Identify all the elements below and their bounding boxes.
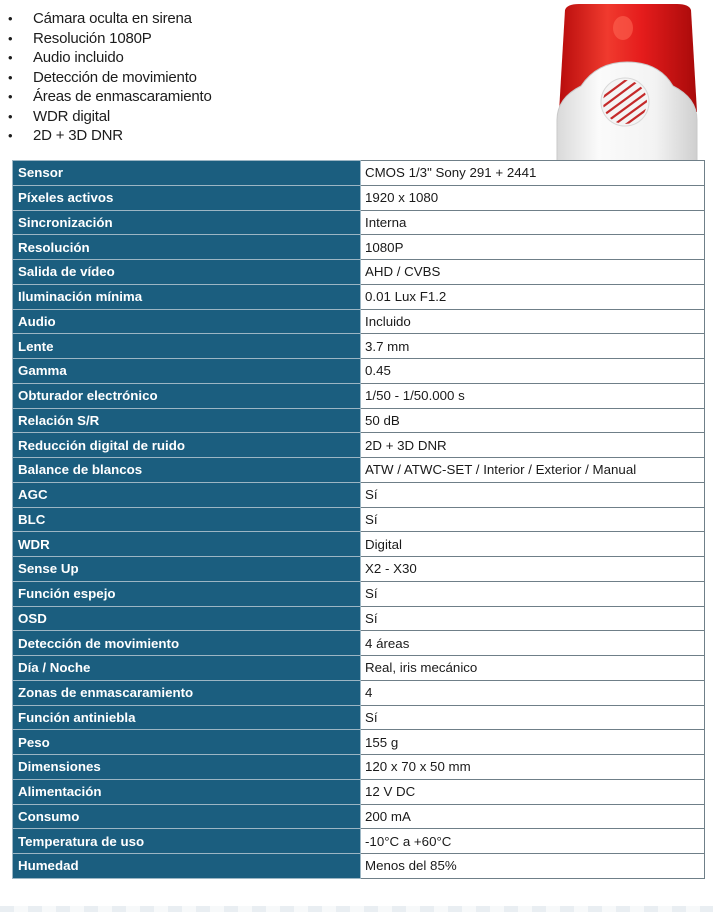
spec-row — [13, 408, 705, 433]
spec-label: Sense Up — [13, 557, 361, 582]
spec-label: OSD — [13, 606, 361, 631]
spec-row — [13, 779, 705, 804]
spec-row — [13, 235, 705, 260]
spec-value: Real, iris mecánico — [361, 656, 705, 681]
spec-label: Humedad — [13, 854, 361, 879]
spec-row — [13, 359, 705, 384]
feature-item: • Cámara oculta en sirena — [8, 9, 528, 29]
spec-value: AHD / CVBS — [361, 260, 705, 285]
spec-value: 0.01 Lux F1.2 — [361, 284, 705, 309]
spec-row — [13, 755, 705, 780]
spec-value: Incluido — [361, 309, 705, 334]
spec-row — [13, 606, 705, 631]
spec-row — [13, 309, 705, 334]
spec-value: X2 - X30 — [361, 557, 705, 582]
spec-value: 50 dB — [361, 408, 705, 433]
spec-row — [13, 210, 705, 235]
spec-value: 1080P — [361, 235, 705, 260]
spec-row — [13, 804, 705, 829]
spec-label: Salida de vídeo — [13, 260, 361, 285]
spec-value: Interna — [361, 210, 705, 235]
spec-value: 120 x 70 x 50 mm — [361, 755, 705, 780]
spec-value: Sí — [361, 581, 705, 606]
spec-label: Función antiniebla — [13, 705, 361, 730]
specifications-table — [12, 160, 705, 879]
spec-label: Día / Noche — [13, 656, 361, 681]
spec-row — [13, 680, 705, 705]
feature-item: • Detección de movimiento — [8, 68, 528, 88]
spec-value: Digital — [361, 532, 705, 557]
page-edge — [0, 906, 713, 912]
spec-label: Balance de blancos — [13, 458, 361, 483]
spec-label: Obturador electrónico — [13, 383, 361, 408]
spec-value: Sí — [361, 507, 705, 532]
spec-label: Dimensiones — [13, 755, 361, 780]
spec-row — [13, 829, 705, 854]
spec-value: 1920 x 1080 — [361, 185, 705, 210]
spec-label: Sensor — [13, 161, 361, 186]
spec-value: ATW / ATWC-SET / Interior / Exterior / Manual — [361, 458, 705, 483]
spec-row — [13, 161, 705, 186]
spec-value: 4 áreas — [361, 631, 705, 656]
spec-row — [13, 458, 705, 483]
spec-label: Relación S/R — [13, 408, 361, 433]
spec-value: 0.45 — [361, 359, 705, 384]
spec-label: Función espejo — [13, 581, 361, 606]
spec-label: Sincronización — [13, 210, 361, 235]
spec-value: 1/50 - 1/50.000 s — [361, 383, 705, 408]
spec-value: CMOS 1/3" Sony 291 + 2441 — [361, 161, 705, 186]
spec-row — [13, 334, 705, 359]
spec-row — [13, 532, 705, 557]
spec-row — [13, 482, 705, 507]
spec-label: Reducción digital de ruido — [13, 433, 361, 458]
spec-row — [13, 581, 705, 606]
feature-list — [8, 9, 528, 146]
spec-label: Lente — [13, 334, 361, 359]
spec-label: BLC — [13, 507, 361, 532]
spec-value: Sí — [361, 705, 705, 730]
spec-value: 3.7 mm — [361, 334, 705, 359]
spec-label: AGC — [13, 482, 361, 507]
spec-label: Audio — [13, 309, 361, 334]
spec-value: Sí — [361, 482, 705, 507]
spec-label: Píxeles activos — [13, 185, 361, 210]
spec-label: Detección de movimiento — [13, 631, 361, 656]
spec-value: 12 V DC — [361, 779, 705, 804]
spec-label: Peso — [13, 730, 361, 755]
feature-item: • WDR digital — [8, 107, 528, 127]
spec-row — [13, 383, 705, 408]
feature-item: • Áreas de enmascaramiento — [8, 87, 528, 107]
spec-label: Temperatura de uso — [13, 829, 361, 854]
feature-item: • Audio incluido — [8, 48, 528, 68]
feature-item: • 2D + 3D DNR — [8, 126, 528, 146]
feature-item: • Resolución 1080P — [8, 29, 528, 49]
spec-label: Gamma — [13, 359, 361, 384]
spec-label: Iluminación mínima — [13, 284, 361, 309]
spec-label: Resolución — [13, 235, 361, 260]
spec-value: 4 — [361, 680, 705, 705]
spec-row — [13, 260, 705, 285]
spec-row — [13, 557, 705, 582]
spec-row — [13, 284, 705, 309]
spec-value: 2D + 3D DNR — [361, 433, 705, 458]
spec-label: Alimentación — [13, 779, 361, 804]
spec-label: Consumo — [13, 804, 361, 829]
spec-value: Sí — [361, 606, 705, 631]
spec-value: -10°C a +60°C — [361, 829, 705, 854]
spec-value: 155 g — [361, 730, 705, 755]
spec-value: Menos del 85% — [361, 854, 705, 879]
spec-row — [13, 507, 705, 532]
spec-row — [13, 433, 705, 458]
spec-value: 200 mA — [361, 804, 705, 829]
spec-row — [13, 631, 705, 656]
spec-row — [13, 705, 705, 730]
spec-label: WDR — [13, 532, 361, 557]
spec-label: Zonas de enmascaramiento — [13, 680, 361, 705]
spec-row — [13, 185, 705, 210]
spec-row — [13, 730, 705, 755]
spec-row — [13, 854, 705, 879]
spec-row — [13, 656, 705, 681]
